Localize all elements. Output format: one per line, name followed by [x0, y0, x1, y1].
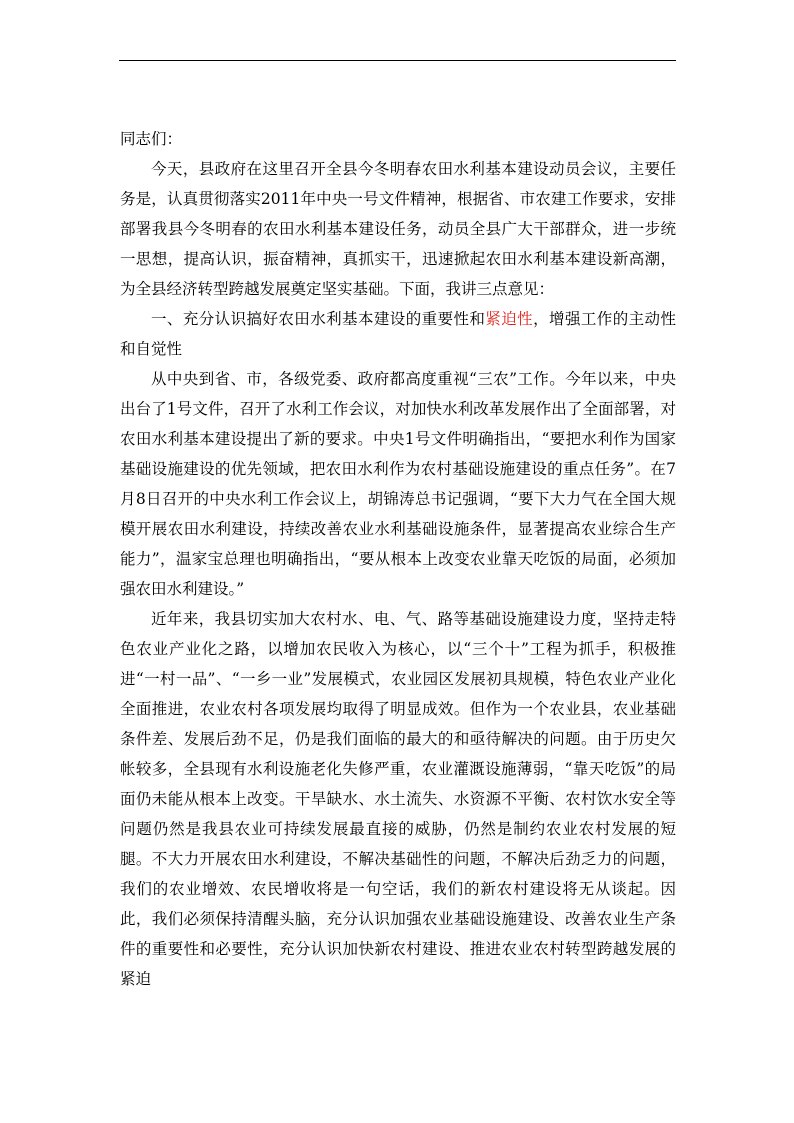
paragraph-central-policy: 从中央到省、市，各级党委、政府都高度重视“三农”工作。今年以来，中央出台了1号文件，召开了水利工作会议，对加快水利改革发展作出了全面部署，对农田水利基本建设提出了新的要求。中央1号文件明确指出，“要把水利作为国家基础设施建设的优先领域，把农田水利作为农村基础设施建设的重点任务”。在7月8日召开的中央水利工作会议上，胡锦涛总书记强调，“要下大力气在全国大规模开展农田水利建设，持续改善农业水利基础设施条件，显著提高农业综合生产能力”，温家宝总理也明确指出，“要从根本上改变农业靠天吃饭的局面，必须加强农田水利建设。” [120, 370, 676, 598]
paragraph-county-status: 近年来，我县切实加大农村水、电、气、路等基础设施建设力度，坚持走特色农业产业化之路，以增加农民收入为核心，以“三个十”工程为抓手，积极推进“一村一品”、“一乡一业”发展模式，农业园区发展初具规模，特色农业产业化全面推进，农业农村各项发展均取得了明显成效。但作为一个农业县，农业基础条件差、发展后劲不足，仍是我们面临的最大的和亟待解决的问题。由于历史欠帐较多，全县现有水利设施老化失修严重，农业灌溉设施薄弱，“靠天吃饭”的局面仍未能从根本上改变。干旱缺水、水土流失、水资源不平衡、农村饮水安全等问题仍然是我县农业可持续发展最直接的威胁，仍然是制约农业农村发展的短腿。不大力开展农田水利建设，不解决基础性的问题，不解决后劲乏力的问题，我们的农业增效、农民增收将是一句空话，我们的新农村建设将无从谈起。因此，我们必须保持清醒头脑，充分认识加强农业基础设施建设、改善农业生产条件的重要性和必要性，充分认识加快新农村建设、推进农业农村转型跨越发展的紧迫 [120, 610, 676, 988]
header-rule [119, 60, 676, 61]
paragraph-intro: 今天，县政府在这里召开全县今冬明春农田水利基本建设动员会议，主要任务是，认真贯彻落实2011年中央一号文件精神，根据省、市农建工作要求，安排部署我县今冬明春的农田水利基本建设任务，动员全县广大干部群众，进一步统一思想，提高认识，振奋精神，真抓实干，迅速掀起农田水利基本建设新高潮，为全县经济转型跨越发展奠定坚实基础。下面，我讲三点意见： [120, 160, 676, 298]
salutation: 同志们： [120, 130, 183, 148]
heading-highlight: 紧迫性 [485, 310, 534, 328]
heading-text-before: 一、充分认识搞好农田水利基本建设的重要性和 [151, 310, 486, 328]
document-body [120, 124, 676, 994]
heading-text-after: ，增强工作的主动性和自觉性 [120, 310, 676, 358]
section-heading-1 [120, 304, 676, 364]
